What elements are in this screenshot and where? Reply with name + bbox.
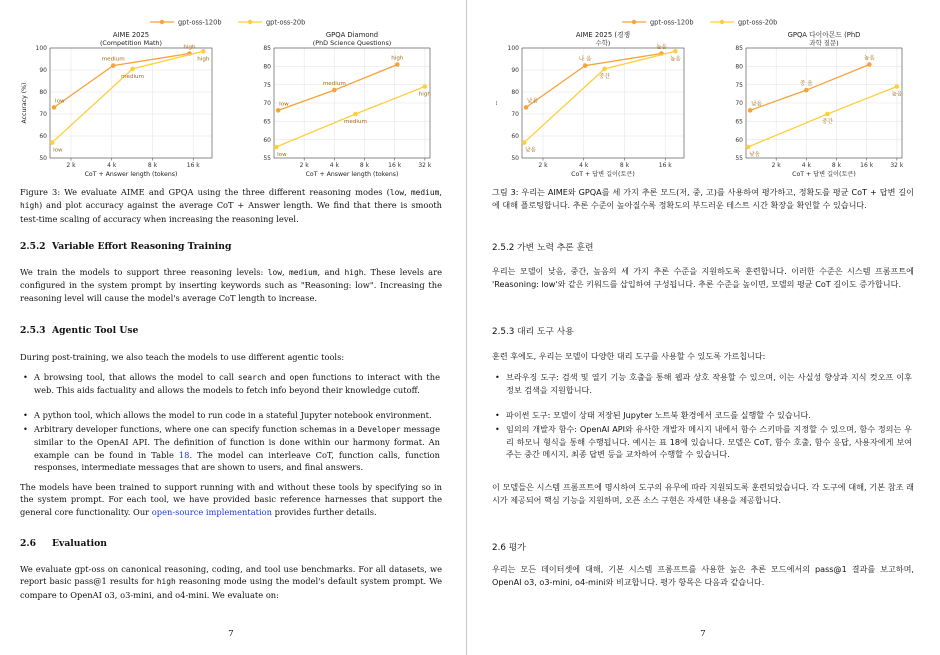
data-label: 높음 — [891, 91, 903, 98]
data-point — [50, 140, 55, 145]
chart-subtitle: (PhD Science Questions) — [312, 39, 392, 47]
x-tick-label: 8 k — [147, 162, 158, 169]
series-line-2 — [52, 51, 203, 142]
chart-title: GPQA Diamond — [325, 31, 379, 39]
chart-title: AIME 2025 (경쟁 — [575, 31, 631, 39]
data-label: 낮음 — [527, 98, 538, 105]
legend-label-1: gpt-oss-120b — [178, 18, 222, 27]
data-label: high — [197, 56, 210, 63]
chart-1 — [21, 31, 212, 178]
y-tick-label: 90 — [39, 67, 47, 75]
data-label: 낮음 — [751, 101, 762, 108]
paragraph-2-5-3-intro: During post-training, we also teach the models to use different agentic tools: — [20, 352, 345, 362]
legend — [622, 19, 777, 27]
x-axis-label: CoT + Answer length (tokens) — [305, 171, 399, 178]
bullet-developer-functions-korean: • 임의의 개발자 함수: OpenAI API와 유사한 개발자 메시지 내에서 함수 스키마를 지정할 수 있으며, 함수 정의는 우리 하모니 형식을 통해 수행됩니다. 예시는 표 18에 있습니다. 모델은 CoT, 함수 호출, 함수 응답, 사용자에게 보여주는 중간 메시지, 최종 답변 등을 교차하여 수행할 수 있습니다. — [506, 423, 912, 461]
y-axis-label: Accuracy (%) — [21, 82, 28, 124]
data-point — [423, 84, 428, 89]
data-label: 높음 — [669, 56, 681, 63]
x-tick-label: 2 k — [771, 162, 781, 169]
chart-subtitle: 과학 질문) — [809, 39, 839, 47]
section-heading-2-6-korean: 2.6 평가 — [492, 543, 526, 553]
y-tick-label: 80 — [735, 63, 743, 71]
y-tick-label: 65 — [263, 118, 271, 126]
x-tick-label: 2 k — [538, 162, 548, 169]
chart-subtitle: (Competition Math) — [99, 39, 163, 47]
paragraph-2-5-2: We train the models to support three reasoning levels: low, medium, and high. These levels are configured in the system prompt by inserting keywords such as "Reasoning: low". Increasing the reasoning level will cause the model's average CoT length to increase. — [20, 267, 443, 303]
y-tick-label: 50 — [39, 155, 47, 163]
series-line-1 — [278, 65, 397, 111]
legend-marker-1 — [632, 20, 636, 24]
data-point — [867, 62, 872, 67]
data-point — [825, 112, 830, 117]
y-tick-label: 85 — [263, 45, 271, 53]
x-tick-label: 32 k — [890, 162, 904, 169]
data-point — [746, 145, 751, 150]
x-tick-label: 8 k — [619, 162, 630, 169]
y-tick-label: 100 — [35, 45, 47, 53]
x-axis-label: CoT + Answer length (tokens) — [84, 171, 178, 178]
data-point — [522, 140, 527, 145]
x-tick-label: 4 k — [329, 162, 339, 169]
chart-1 — [493, 30, 684, 178]
legend-marker-2 — [248, 20, 252, 24]
bullet-python-tool: • A python tool, which allows the model to run code in a stateful Jupyter notebook environment. — [34, 409, 440, 421]
plot-frame — [522, 48, 684, 158]
data-label: low — [53, 147, 63, 154]
y-tick-label: 70 — [511, 111, 519, 119]
data-point — [583, 63, 588, 68]
table-18-link[interactable]: 18 — [178, 449, 190, 460]
x-tick-label: 8 k — [359, 162, 370, 169]
data-point — [353, 112, 358, 117]
chart-title: AIME 2025 — [112, 31, 150, 39]
data-point — [276, 108, 281, 113]
data-point — [130, 67, 135, 72]
legend-marker-1 — [160, 20, 164, 24]
y-tick-label: 60 — [39, 133, 47, 141]
data-label: 높음 — [656, 44, 667, 51]
series-line-1 — [526, 54, 661, 108]
data-point — [52, 105, 57, 110]
section-heading-2-6: 2.6 Evaluation — [20, 538, 107, 549]
data-point — [395, 62, 400, 67]
y-tick-label: 70 — [263, 100, 271, 108]
page-number-korean: 7 — [700, 629, 706, 639]
bullet-browsing-tool-korean: • 브라우징 도구: 검색 및 열기 기능 호출을 통해 웹과 상호 작용할 수 있으며, 이는 사실성 향상과 지식 컷오프 이후 정보 검색을 지원합니다. — [506, 371, 912, 396]
x-axis-label: CoT + 답변 길이(토큰) — [571, 171, 635, 178]
data-label: low — [277, 152, 287, 158]
y-tick-label: 55 — [263, 155, 271, 163]
chart-title: GPQA 다이아몬드 (PhD — [787, 31, 861, 39]
y-tick-label: 70 — [735, 100, 743, 108]
data-point — [111, 63, 116, 68]
y-tick-label: 55 — [735, 155, 743, 163]
paragraph-2-6-korean: 우리는 모든 데이터셋에 대해, 기본 시스템 프롬프트를 사용한 높은 추론 모드에서의 pass@1 결과를 보고하며, OpenAI o3, o3-mini, o4-mini와 비교합니다. 평가 항목은 다음과 같습니다. — [492, 564, 914, 587]
data-label: low — [279, 101, 289, 108]
y-tick-label: 100 — [507, 45, 519, 53]
x-tick-label: 8 k — [831, 162, 842, 169]
page-korean — [472, 0, 934, 655]
data-label: low — [55, 98, 65, 105]
data-label: high — [183, 44, 196, 51]
figure-3-charts-korean — [472, 14, 934, 184]
y-axis-label: -- — [493, 100, 500, 106]
paragraph-2-5-3-tools: The models have been trained to support running with and without these tools by specifying so in the system prompt. For each tool, we have provided basic reference harnesses that support the general core functionality. Our open-source implementation provides further details. — [20, 482, 442, 517]
x-tick-label: 16 k — [658, 162, 672, 169]
data-label: high — [418, 91, 431, 98]
data-label: medium — [101, 56, 125, 63]
y-tick-label: 80 — [263, 63, 271, 71]
data-label: medium — [343, 119, 367, 125]
data-point — [201, 49, 206, 54]
figure-caption-korean: 그림 3: 우리는 AIME와 GPQA를 세 가지 추론 모드(저, 중, 고)를 사용하여 평가하고, 정확도를 평균 CoT + 답변 길이에 대해 플로팅합니다. 추론 수준이 높아질수록 정확도의 부드러운 테스트 시간 확장을 확인할 수 있습니다. — [492, 187, 914, 210]
y-tick-label: 70 — [39, 111, 47, 119]
paragraph-2-5-3-tools-korean: 이 모델들은 시스템 프롬프트에 명시하여 도구의 유무에 따라 지원되도록 훈련되었습니다. 각 도구에 대해, 기본 참조 래시가 제공되어 핵심 기능을 지원하며, 오픈 소스 구현은 자세한 내용을 제공합니다. — [492, 482, 914, 505]
series-line-2 — [276, 87, 425, 148]
data-label: 나 음 — [578, 56, 592, 63]
legend — [150, 19, 305, 27]
data-point — [804, 88, 809, 93]
data-label: 중간 — [822, 119, 833, 125]
data-point — [602, 67, 607, 72]
data-label: 중 음 — [800, 81, 813, 88]
x-tick-label: 16 k — [186, 162, 200, 169]
y-tick-label: 75 — [735, 81, 743, 89]
y-tick-label: 60 — [263, 136, 271, 144]
y-tick-label: 60 — [735, 136, 743, 144]
data-label: 낮음 — [525, 147, 536, 154]
data-point — [673, 49, 678, 54]
y-tick-label: 50 — [511, 155, 519, 163]
x-tick-label: 2 k — [66, 162, 76, 169]
y-tick-label: 75 — [263, 81, 271, 89]
y-tick-label: 90 — [511, 67, 519, 75]
x-tick-label: 4 k — [107, 162, 117, 169]
x-tick-label: 32 k — [418, 162, 432, 169]
series-line-2 — [524, 51, 675, 142]
chart-subtitle: 수학) — [595, 39, 611, 47]
x-tick-label: 16 k — [388, 162, 402, 169]
section-heading-2-5-2: 2.5.2 Variable Effort Reasoning Training — [20, 241, 232, 252]
legend-label-2: gpt-oss-20b — [738, 18, 778, 27]
page-english — [0, 0, 462, 655]
section-heading-2-5-3: 2.5.3 Agentic Tool Use — [20, 325, 139, 336]
chart-2 — [263, 31, 432, 178]
x-tick-label: 4 k — [579, 162, 589, 169]
paragraph-2-6: We evaluate gpt-oss on canonical reasoning, coding, and tool use benchmarks. For all datasets, we report basic pass@1 results for high reasoning mode using the model's default system prompt. We compare to OpenAI o3, o3-mini, and o4-mini. We evaluate on: — [20, 564, 442, 600]
data-point — [332, 88, 337, 93]
data-point — [895, 84, 900, 89]
plot-frame — [50, 48, 212, 158]
data-label: medium — [322, 81, 346, 88]
paragraph-2-5-3-intro-korean: 훈련 후에도, 우리는 모델이 다양한 대리 도구를 사용할 수 있도록 가르칩니다: — [492, 351, 766, 361]
y-tick-label: 80 — [511, 89, 519, 97]
x-axis-label: CoT + 답변 길이(토큰) — [792, 171, 856, 178]
x-tick-label: 16 k — [860, 162, 874, 169]
data-label: medium — [121, 73, 145, 80]
data-label: 낮음 — [749, 152, 760, 158]
bullet-python-tool-korean: • 파이썬 도구: 모델이 상태 저장된 Jupyter 노트북 환경에서 코드를 실행할 수 있습니다. — [506, 409, 912, 422]
figure-caption: Figure 3: We evaluate AIME and GPQA using the three different reasoning modes (low, medium, high) and plot accuracy against the average CoT + Answer length. We find that there is smooth test-time scaling of accuracy when increasing the reasoning level. — [20, 187, 443, 224]
figure-3-charts — [0, 14, 462, 184]
data-point — [524, 105, 529, 110]
legend-marker-2 — [720, 20, 724, 24]
section-heading-2-5-3-korean: 2.5.3 대리 도구 사용 — [492, 327, 574, 337]
data-label: 높음 — [863, 55, 875, 62]
bullet-browsing-tool: • A browsing tool, that allows the model to call search and open functions to interact with the web. This aids factuality and allows the models to fetch info beyond their knowledge cutoff. — [34, 371, 440, 397]
open-source-implementation-link[interactable]: open-source implementation — [151, 506, 273, 517]
section-heading-2-5-2-korean: 2.5.2 가변 노력 추론 훈련 — [492, 243, 594, 253]
legend-label-1: gpt-oss-120b — [650, 18, 694, 27]
paragraph-2-5-2-korean: 우리는 모델이 낮음, 중간, 높음의 세 가지 추론 수준을 지원하도록 훈련합니다. 이러한 수준은 시스템 프롬프트에 'Reasoning: low'와 같은 키워드를 삽입하여 구성됩니다. 추론 수준을 높이면, 모델의 평균 CoT 길이도 증가합니다. — [492, 266, 914, 289]
y-tick-label: 65 — [735, 118, 743, 126]
page-divider — [466, 0, 467, 655]
chart-2 — [735, 30, 904, 178]
x-tick-label: 4 k — [801, 162, 811, 169]
data-label: 중간 — [599, 73, 610, 80]
y-tick-label: 80 — [39, 89, 47, 97]
data-point — [748, 108, 753, 113]
bullet-developer-functions: • Arbitrary developer functions, where one can specify function schemas in a Developer message similar to the OpenAI API. The definition of function is done within our harmony format. An example can be found in Table 18. The model can interleave CoT, function calls, function responses, intermediate messages that are shown to users, and final answers. — [34, 423, 440, 474]
legend-label-2: gpt-oss-20b — [266, 18, 306, 27]
page-number: 7 — [228, 629, 234, 639]
data-point — [274, 145, 279, 150]
data-label: high — [391, 55, 404, 62]
y-tick-label: 60 — [511, 133, 519, 141]
y-tick-label: 85 — [735, 45, 743, 53]
series-line-1 — [750, 65, 869, 111]
x-tick-label: 2 k — [299, 162, 309, 169]
series-line-2 — [748, 87, 897, 148]
